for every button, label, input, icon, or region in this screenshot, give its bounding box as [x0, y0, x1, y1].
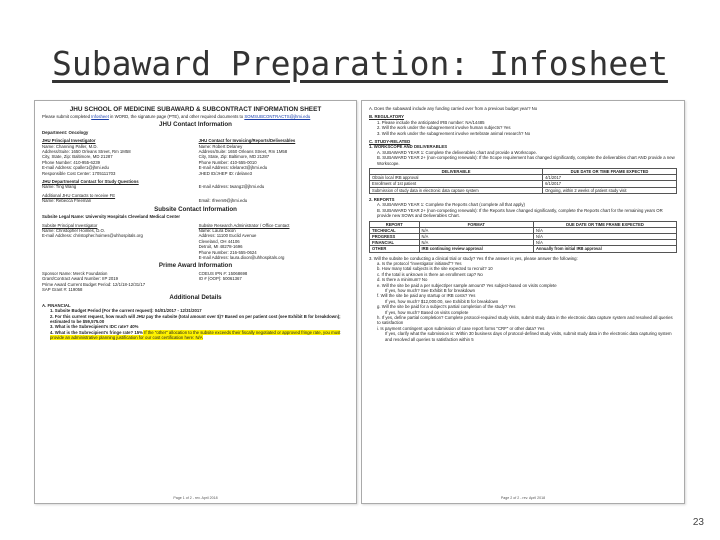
question-i-detail: If yes, clarify what the submission is: Within 30 business days of protocol-defined study visits, submit study data in the electronic data capturing system and resolved all queries to satisfaction within 5: [385, 331, 672, 342]
pi-city: City, State, Zip: Baltimore, MD 21287: [42, 154, 113, 160]
deliverable-cell: Enrollment of 1st patient: [370, 181, 543, 187]
sponsor-name: Sponsor Name: Merck Foundation: [42, 270, 108, 276]
workscope-year-2: B. SUBAWARD YEAR 2+ (non-competing renewals): If the Scope requirement has changed significantly, complete the deliverables chart AND provide a new Workscope.: [377, 155, 675, 166]
due-date-cell: Ongoing, within 2 weeks of patient study visit: [543, 187, 677, 193]
prime-right: [199, 271, 349, 293]
question-e-detail: If yes, how much? See Exhibit B for breakdown: [385, 287, 476, 293]
workscope-year-1: A. SUBAWARD YEAR 1: Complete the deliverables chart and provide a Workscope.: [377, 149, 538, 155]
subsite-contact-heading: Subsite Contact Information: [154, 205, 237, 213]
contact-row: [42, 138, 349, 176]
infosheet-page-1: [34, 100, 357, 504]
reports-items: [369, 202, 677, 218]
invoicing-label: JHU Contact for Invoicing/Reports/Deliverables: [198, 138, 296, 144]
question-g: g. Will the site be paid for a subject's partial completion of the study? Yes: [377, 304, 516, 310]
dept-contact-email: E-mail Address: twang2@jhmi.edu: [198, 184, 265, 190]
subsite-admin-city2: Detroit, MI 48278-1696: [198, 244, 243, 250]
question-e: e. Will the site be paid a per subject/per sample amount? Yes subject-based on visits complete: [377, 282, 557, 288]
format-cell: N/A: [419, 227, 533, 233]
additional-contacts-label: Additional JHU Contacts to receive FE: [42, 192, 116, 198]
report-due-cell: N/A: [533, 227, 676, 233]
jhu-contact-heading: JHU Contact Information: [159, 121, 232, 129]
prime-row: [42, 271, 349, 293]
invoicing-city: City, State, Zip: Baltimore, MD 21287: [198, 154, 270, 160]
carryover-question: A. Does the subaward include any funding carried over from a previous budget year? No: [369, 106, 538, 111]
pi-block: [42, 138, 192, 176]
invoicing-address: Address/Suite: 1650 Orleans Street, Rm 1M58: [198, 149, 288, 155]
infosheet-link[interactable]: Infosheet: [91, 114, 109, 119]
additional-email: Email: rfreem9@jhmi.edu: [198, 198, 248, 204]
slide-number: 23: [692, 517, 704, 528]
pi-email: E-mail Address: cpaller1@jhmi.edu: [42, 165, 109, 171]
report-due-cell: Annually from initial IRB approval: [533, 246, 676, 252]
financial-items: [42, 308, 349, 340]
additional-contacts-row: [42, 198, 349, 203]
pi-phone: Phone Number: 410-955-6239: [42, 159, 101, 165]
regulatory-item-2: 2. Will the work under the subagreement involve human subjects? Yes: [377, 125, 511, 131]
invoicing-phone: Phone Number: 410-555-0010: [198, 159, 257, 165]
question-g-detail: If yes, how much? Based on visits complete: [385, 309, 469, 315]
deliverable-cell: Obtain local IRB approval: [370, 175, 543, 181]
prime-left: [42, 271, 192, 293]
dept-contact-name: Name: Ting Wang: [42, 184, 77, 190]
page-1-footer: Page 1 of 2 - rev. April 2018: [173, 496, 218, 500]
pi-label: JHU Principal Investigator: [42, 138, 96, 144]
financial-item-2: 2. For this current request, how much will JHU pay the subsite (total amount over $)? Based on per patient cost (see Exhibit B for breakdown); estimated to be $59,575.00: [50, 313, 341, 324]
report-due-cell: N/A: [533, 240, 676, 246]
page-2-footer: Page 2 of 2 - rev. April 2018: [500, 496, 546, 500]
report-cell: PROGRESS: [370, 233, 420, 239]
grant-number: Grant/Contract Award Number: IIP 2019: [42, 276, 119, 282]
financial-item-3: 3. What is the Subrecipient's IDC rate? 40%: [50, 324, 139, 330]
format-cell: N/A: [419, 240, 533, 246]
instructions-text-2: in WORD, the signature page (PTE), and other required documents to: [108, 114, 245, 119]
invoicing-email: E-mail Address: rdelane3@jhmi.edu: [198, 165, 268, 171]
report-cell: FINANCIAL: [370, 240, 420, 246]
financial-item-1: 1. Subsite Budget Period (For the current request): 04/01/2017 - 12/31/2017: [50, 308, 202, 314]
deliverables-table: [369, 168, 677, 194]
table-row: [370, 246, 677, 252]
question-f-detail: If yes, how much? $12,000.00, see Exhibit B for breakdown: [385, 298, 499, 304]
question-a: a. Is the protocol "investigator initiated"? Yes: [377, 260, 462, 266]
subsite-admin-label: Subsite Research Administrator / Office Contact: [198, 222, 290, 228]
sap-grant: SAP Grant #: 119058: [42, 286, 83, 292]
table-row: [370, 187, 677, 193]
subsite-admin-address: Address: 11100 Euclid Avenue: [198, 233, 257, 239]
pi-address: Address/Suite: 1650 Orleans Street, Rm 1M58: [42, 149, 131, 155]
prime-budget-period: Prime Award Current Budget Period: 12/1/18-12/31/17: [42, 281, 146, 287]
additional-details-heading: Additional Details: [169, 294, 222, 302]
due-date-header: DUE DATE OR TIME FRAME EXPECTED: [543, 169, 677, 175]
dept-contact-row: [42, 184, 349, 189]
report-header: REPORT: [370, 221, 420, 227]
subsite-pi-block: [42, 223, 192, 261]
financial-heading: A. FINANCIAL: [42, 302, 71, 308]
format-cell: IRB continuing review approval: [419, 246, 533, 252]
deliverable-header: DELIVERABLE: [370, 169, 543, 175]
due-date-cell: 4/1/2017: [543, 175, 677, 181]
workscope-items: [369, 150, 677, 166]
coeus-number: COEUS IPN #: 15068698: [198, 270, 248, 276]
format-cell: N/A: [419, 233, 533, 239]
fringe-justification: If the "other" allocation to the subsite exceeds their fiscally negotiated or approved fringe rate, you must provide an administrative planning justification for our cost certification here: N/A: [50, 329, 341, 341]
invoicing-jhed: JHED ID/JHEP ID: rdelane3: [198, 170, 252, 176]
invoicing-block: [199, 138, 349, 176]
workscope-heading: 1. WORKSCOPE AND DELIVERABLES: [369, 144, 448, 150]
question-h: h. If yes, define partial completion? Complete protocol-required study visits, submit study data in the electronic data capture system and resolved all queries to satisfaction: [377, 314, 673, 326]
question-c: c. If the total is unknown is there an enrollment cap? No: [377, 271, 483, 277]
email-link[interactable]: SOMSUBCONTRACTS@jhmi.edu: [244, 114, 311, 119]
pi-cost-center: Responsible Cost Center: 1705111703: [42, 170, 116, 176]
additional-name: Name: Rebecca Freeman: [42, 198, 92, 204]
subsite-admin-block: [199, 223, 349, 261]
subsite-pi-name: Name: Christopher Hoimes, D.O.: [42, 227, 106, 233]
sheet-header: JHU SCHOOL OF MEDICINE SUBAWARD & SUBCONTRACT INFORMATION SHEET: [69, 106, 322, 113]
reports-table: [369, 221, 677, 253]
question-d: d. Is there a minimum? No: [377, 277, 428, 283]
financial-item-4: [50, 330, 349, 341]
clinical-trial-items: [369, 261, 677, 342]
reports-year-2: B. SUBAWARD YEAR 2+ (non-competing renewals): If the Reports have changed significantly, complete the Reports chart for the remaining years OR provide new SOWs and Deliverables Chart.: [377, 207, 663, 219]
regulatory-heading: B. REGULATORY: [369, 114, 405, 120]
subsite-pi-label: Subsite Principal Investigator: [42, 222, 98, 228]
report-due-cell: N/A: [533, 233, 676, 239]
prime-award-heading: Prime Award Information: [158, 262, 233, 270]
clinical-trial-question: 3. Will the subsite be conducting a clinical trial or study? Yes If the answer is yes, please answer the following:: [369, 255, 578, 261]
slide-title: Subaward Preparation: Infosheet: [52, 44, 668, 83]
infosheet-page-2: [361, 100, 685, 504]
department: Department: Oncology: [42, 129, 89, 135]
subsite-admin-city1: Cleveland, OH 44106: [198, 238, 240, 244]
deliverable-cell: Submission of study data in electronic data capture system: [370, 187, 543, 193]
pi-name: Name: Channing Paller, M.D.: [42, 143, 98, 149]
study-heading: C. STUDY-RELATED: [369, 139, 411, 145]
invoicing-name: Name: Robert Delaney: [198, 143, 243, 149]
reports-year-1: A. SUBAWARD YEAR 1: Complete the Reports chart (complete all that apply): [377, 202, 525, 208]
report-cell: OTHER: [370, 246, 420, 252]
subsite-legal-name: Subsite Legal Name: University Hospitals Cleveland Medical Center: [42, 214, 181, 220]
format-header: FORMAT: [419, 221, 533, 227]
report-due-header: DUE DATE OR TIME FRAME EXPECTED: [533, 221, 676, 227]
reports-heading: 2. REPORTS: [369, 196, 395, 202]
question-i: i. Is payment contingent upon submission of case report forms "CRF" or other data? Yes: [377, 325, 545, 331]
regulatory-item-1: 1. Please include the anticipated IRB number: NA/14485: [377, 119, 485, 125]
subsite-admin-email: E-mail Address: laura.dixon@uhhospitals.org: [198, 254, 285, 260]
instructions: [42, 114, 349, 119]
subsite-row: [42, 223, 349, 261]
question-f: f. Will the site be paid any startup or IRB costs? Yes: [377, 293, 476, 299]
dept-contact-label: JHU Departmental Contact for Study Questions: [42, 179, 139, 185]
subsite-pi-email: E-mail Address: christopher.hoimes@uhhospitals.org: [42, 233, 143, 239]
subsite-admin-name: Name: Laura Dixon: [198, 227, 236, 233]
fringe-rate: 4. What is the Subrecipient's fringe rate? 15%: [50, 329, 143, 335]
question-b: b. How many total subjects is the site expected to recruit? 10: [377, 266, 493, 272]
io-number: IO # (OOP): 50061367: [198, 276, 242, 282]
due-date-cell: 6/1/2017: [543, 181, 677, 187]
regulatory-items: [369, 120, 677, 136]
instructions-text: Please submit completed: [42, 114, 92, 119]
report-cell: TECHNICAL: [370, 227, 420, 233]
subsite-admin-phone: Phone Number: 216-555-0624: [198, 249, 257, 255]
regulatory-item-3: 3. Will the work under the subagreement involve vertebrate animal research? No: [377, 130, 531, 136]
